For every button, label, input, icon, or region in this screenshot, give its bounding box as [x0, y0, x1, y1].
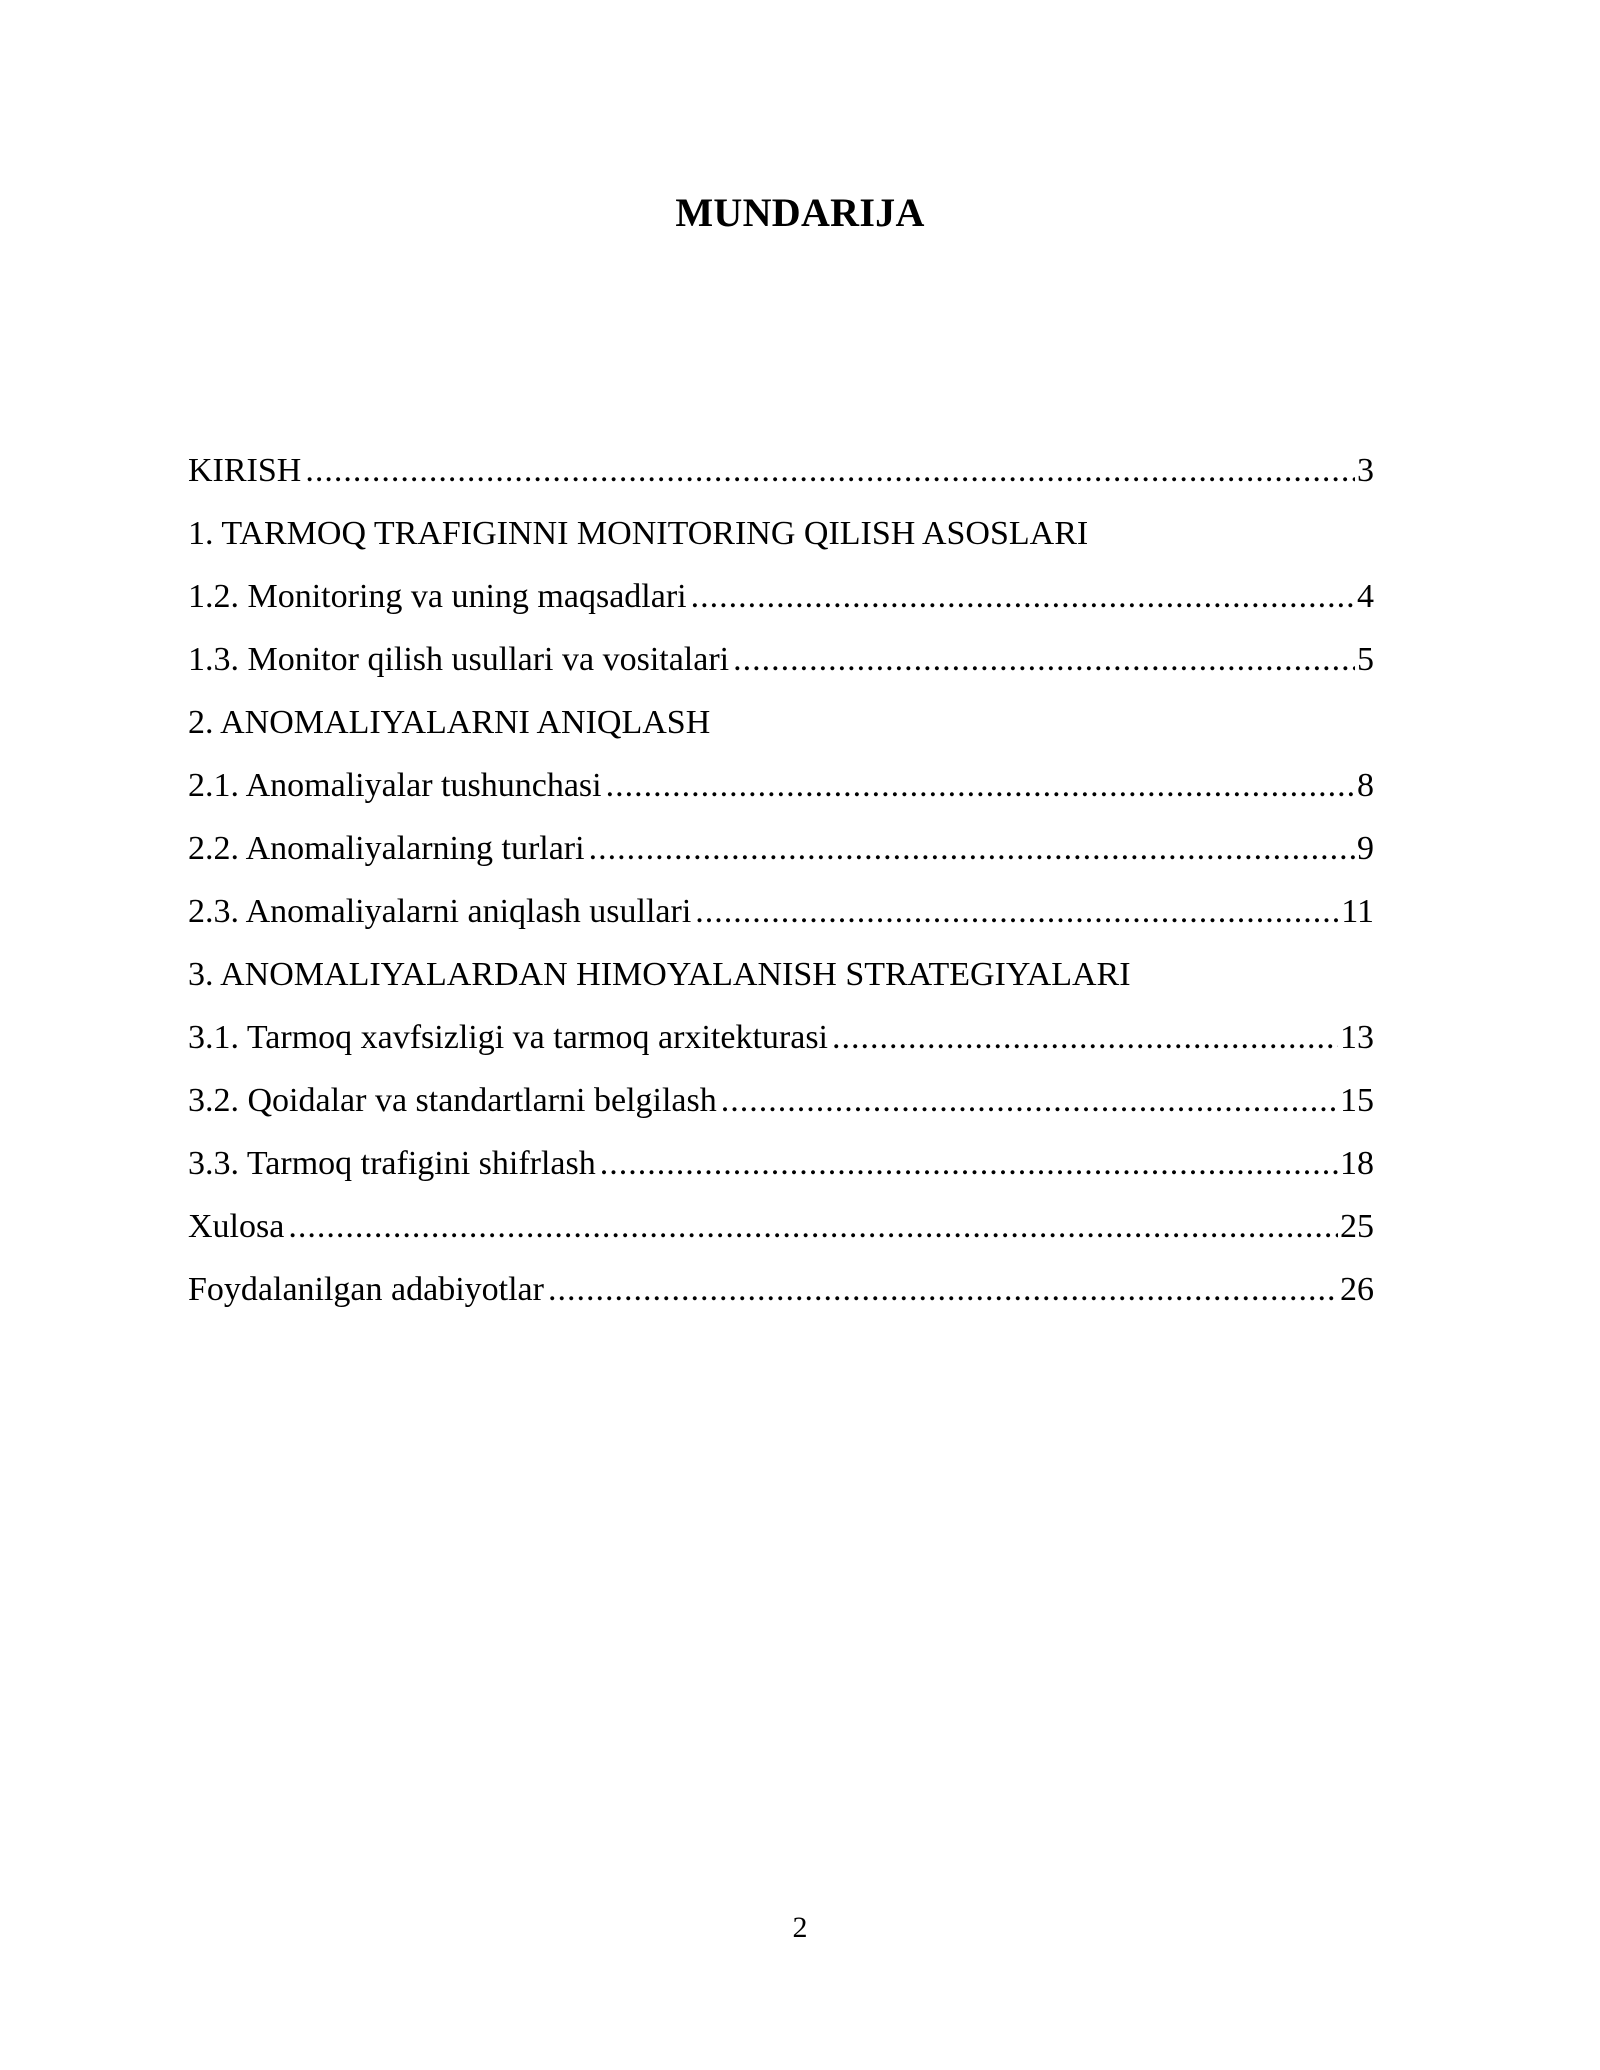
- toc-dot-leader: [548, 1265, 1338, 1315]
- toc-section-heading-2[interactable]: [188, 698, 1374, 761]
- toc-entry-3-1[interactable]: [188, 1013, 1374, 1076]
- toc-dot-leader: [832, 1013, 1338, 1063]
- toc-entry-label: 2.2. Anomaliyalarning turlari: [188, 830, 585, 867]
- toc-dot-leader: [600, 1139, 1338, 1189]
- toc-entry-page: 13: [1340, 1019, 1374, 1056]
- toc-entry-label: 3.3. Tarmoq trafigini shifrlash: [188, 1145, 596, 1182]
- toc-entry-1-2[interactable]: [188, 572, 1374, 635]
- toc-entry-page: 8: [1357, 767, 1374, 804]
- toc-entry-label: Xulosa: [188, 1208, 285, 1245]
- page-title: MUNDARIJA: [675, 190, 925, 235]
- toc-entry-page: 15: [1340, 1082, 1374, 1119]
- toc-dot-leader: [606, 761, 1355, 811]
- toc-entry-page: 4: [1357, 578, 1374, 615]
- toc-entry-page: 18: [1340, 1145, 1374, 1182]
- table-of-contents: [188, 446, 1374, 1328]
- toc-entry-page: 3: [1357, 452, 1374, 489]
- toc-entry-foydalanilgan-adabiyotlar[interactable]: [188, 1265, 1374, 1328]
- page-number: 2: [792, 1911, 808, 1944]
- toc-entry-label: 1.2. Monitoring va uning maqsadlari: [188, 578, 687, 615]
- toc-entry-2-3[interactable]: [188, 887, 1374, 950]
- toc-dot-leader: [305, 446, 1355, 496]
- toc-entry-1-3[interactable]: [188, 635, 1374, 698]
- toc-dot-leader: [695, 887, 1339, 937]
- toc-entry-page: 9: [1357, 830, 1374, 867]
- toc-entry-xulosa[interactable]: [188, 1202, 1374, 1265]
- toc-entry-label: 2.3. Anomaliyalarni aniqlash usullari: [188, 893, 692, 930]
- toc-dot-leader: [733, 635, 1355, 685]
- toc-dot-leader: [691, 572, 1355, 622]
- toc-entry-label: 3.1. Tarmoq xavfsizligi va tarmoq arxitekturasi: [188, 1019, 828, 1056]
- toc-entry-label: 1.3. Monitor qilish usullari va vositalari: [188, 641, 730, 678]
- toc-entry-label: 2. ANOMALIYALARNI ANIQLASH: [188, 704, 711, 741]
- toc-entry-page: 11: [1341, 893, 1374, 930]
- toc-entry-page: 5: [1357, 641, 1374, 678]
- toc-entry-label: 3.2. Qoidalar va standartlarni belgilash: [188, 1082, 717, 1119]
- toc-entry-label: 1. TARMOQ TRAFIGINNI MONITORING QILISH ASOSLARI: [188, 515, 1089, 552]
- toc-section-heading-3[interactable]: [188, 950, 1374, 1013]
- toc-entry-page: 26: [1340, 1271, 1374, 1308]
- toc-entry-label: 2.1. Anomaliyalar tushunchasi: [188, 767, 602, 804]
- toc-section-heading-1[interactable]: [188, 509, 1374, 572]
- toc-entry-label: KIRISH: [188, 452, 302, 489]
- toc-entry-2-2[interactable]: [188, 824, 1374, 887]
- toc-entry-3-2[interactable]: [188, 1076, 1374, 1139]
- toc-entry-page: 25: [1340, 1208, 1374, 1245]
- toc-entry-3-3[interactable]: [188, 1139, 1374, 1202]
- toc-dot-leader: [288, 1202, 1338, 1252]
- toc-entry-2-1[interactable]: [188, 761, 1374, 824]
- toc-entry-label: Foydalanilgan adabiyotlar: [188, 1271, 544, 1308]
- toc-entry-kirish[interactable]: [188, 446, 1374, 509]
- toc-dot-leader: [589, 824, 1355, 874]
- toc-entry-label: 3. ANOMALIYALARDAN HIMOYALANISH STRATEGIYALARI: [188, 956, 1131, 993]
- toc-dot-leader: [721, 1076, 1338, 1126]
